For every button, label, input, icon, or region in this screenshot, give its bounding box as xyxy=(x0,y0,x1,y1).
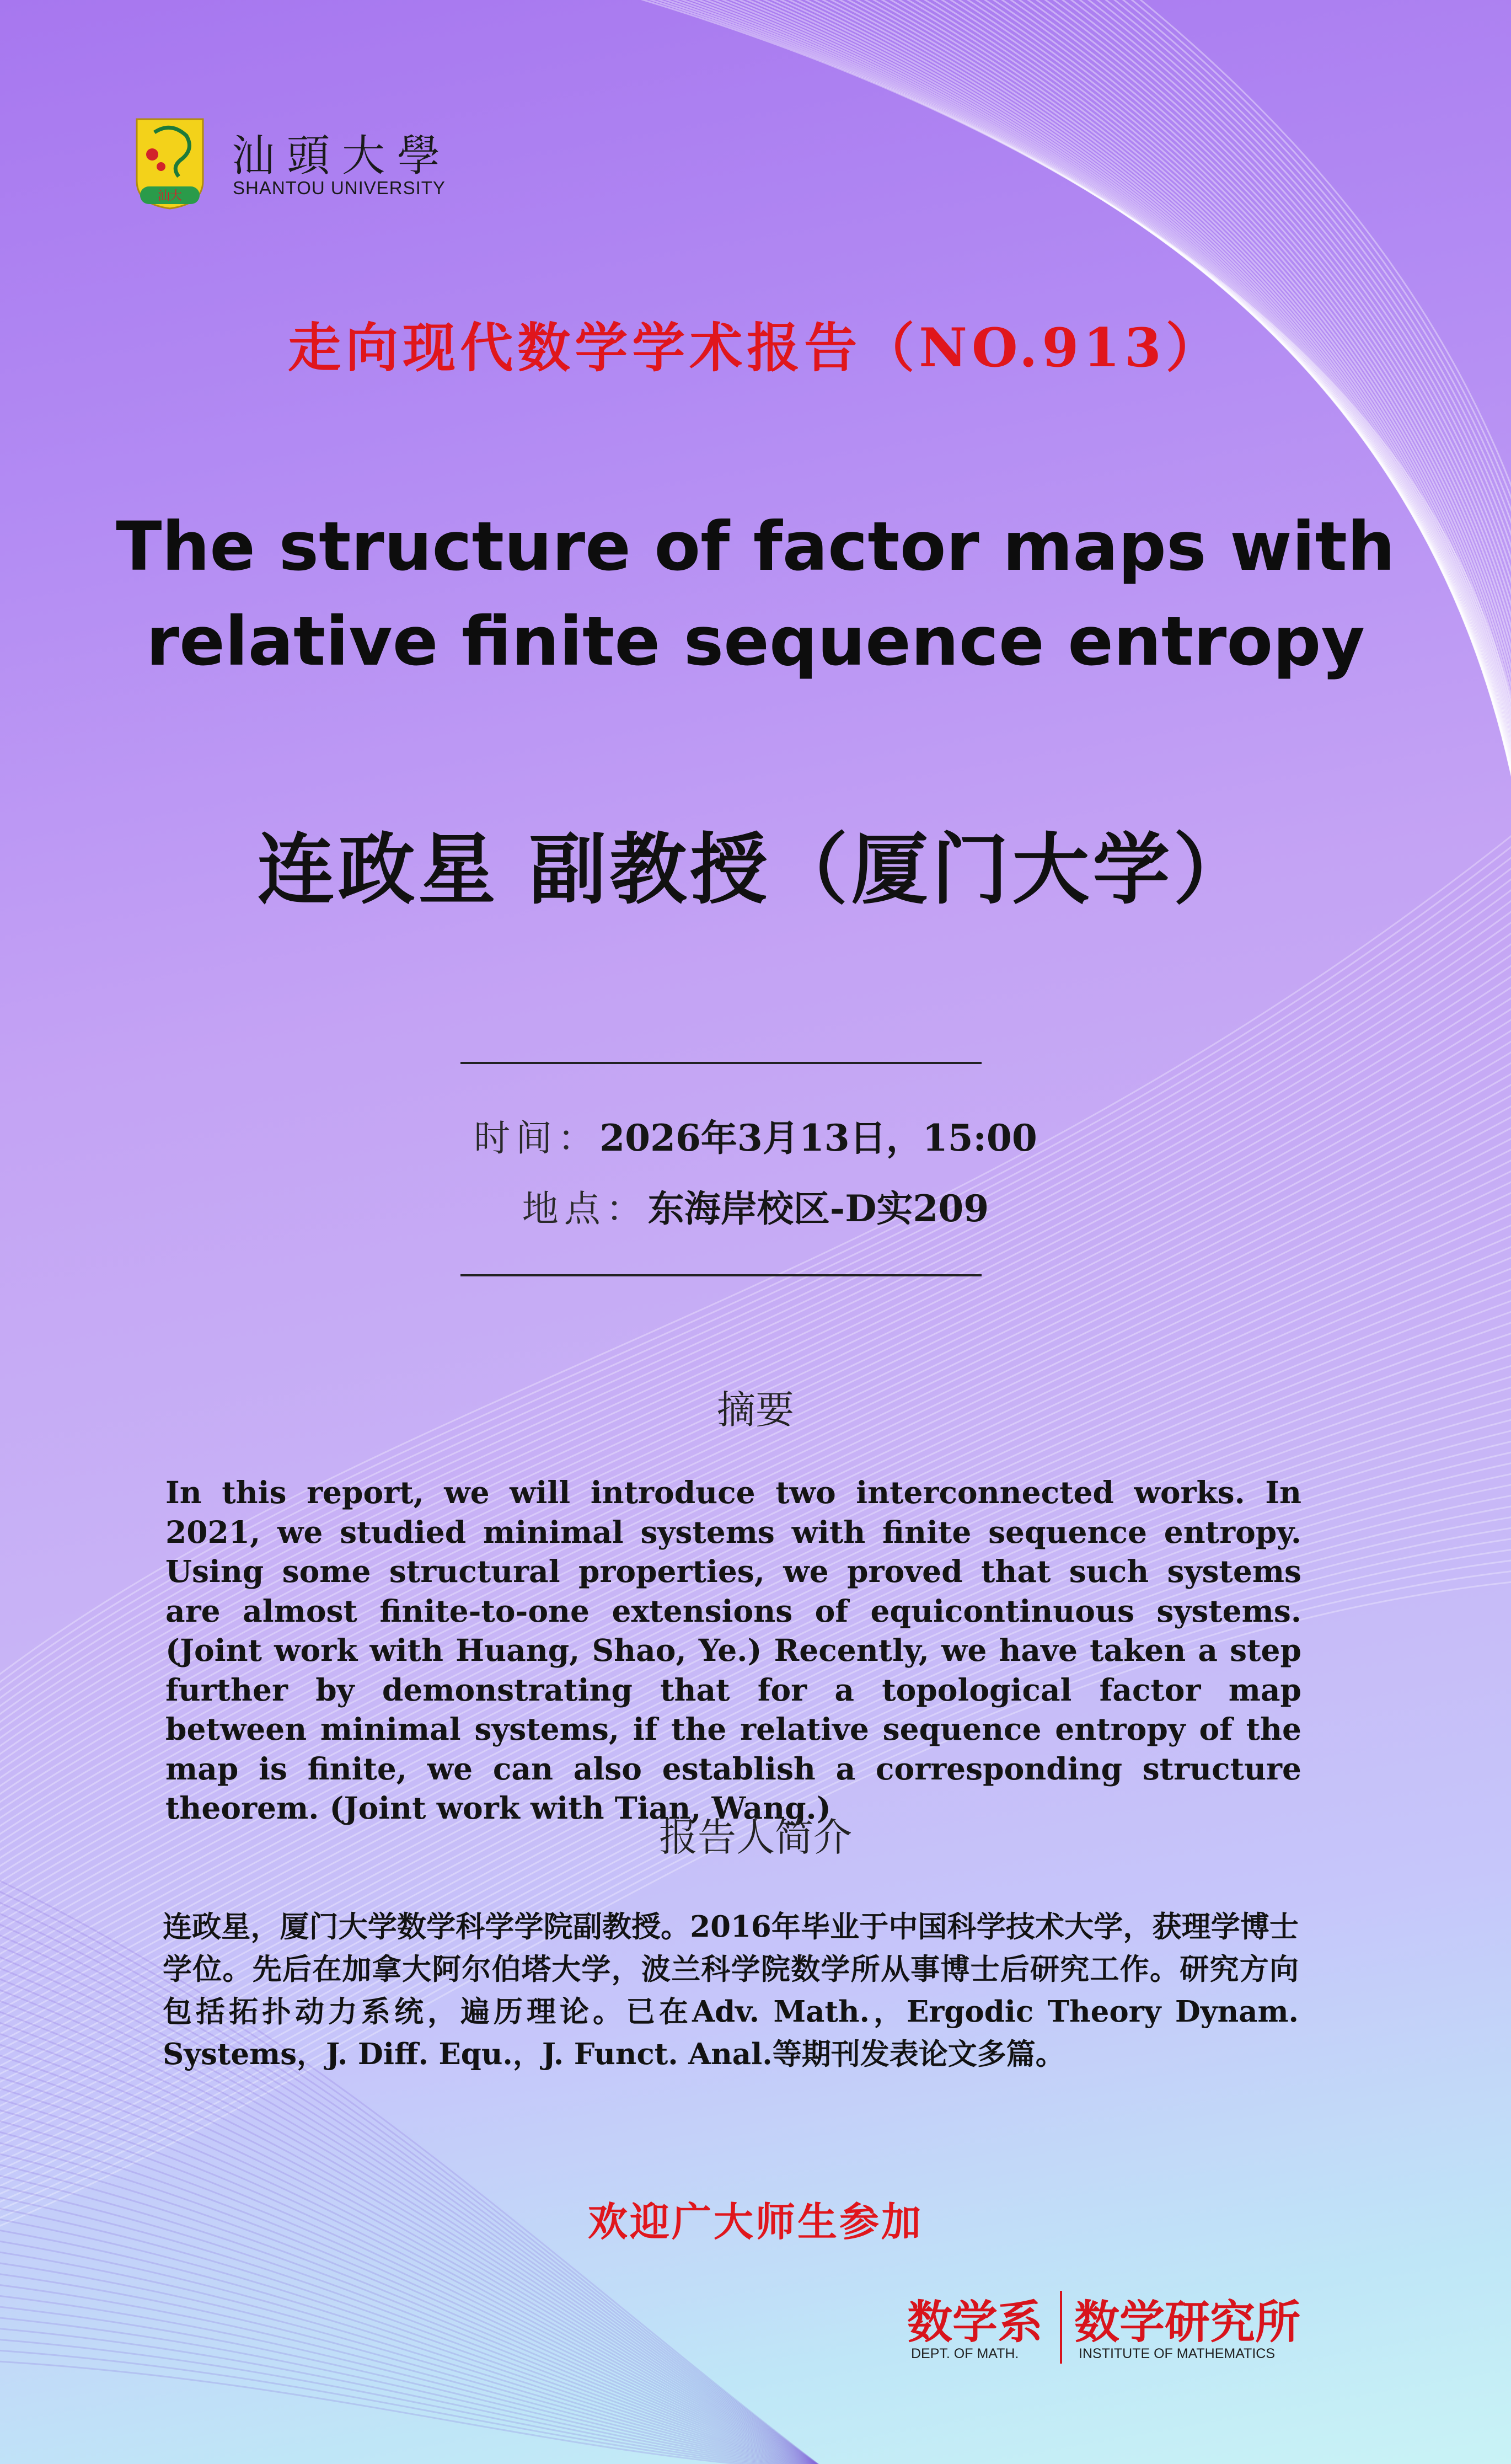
divider-top xyxy=(460,1062,982,1064)
institute-name-en: INSTITUTE OF MATHEMATICS xyxy=(1079,2346,1276,2361)
university-name-en: SHANTOU UNIVERSITY xyxy=(233,178,446,198)
divider-bottom xyxy=(460,1274,982,1276)
university-logo xyxy=(132,116,463,210)
university-name-cn: 汕頭大學 xyxy=(232,131,453,181)
dept-name-en: DEPT. OF MATH. xyxy=(911,2346,1019,2361)
institute-name-cn: 数学研究所 xyxy=(1074,2296,1301,2349)
crest-text: 汕大 xyxy=(157,189,183,203)
talk-title-line-2: relative finite sequence entropy xyxy=(146,602,1365,681)
time-value: 2026年3月13日，15:00 xyxy=(599,1116,1037,1159)
place-label: 地点： xyxy=(522,1188,648,1230)
university-crest-icon xyxy=(132,116,207,210)
abstract-text: In this report, we will introduce two interconnected works. In 2021, we studied minimal systems with finite sequence entropy. Using some structural properties, we proved that such systems are almost finite-to-one extensions of equicontinuous systems. (Joint work with Huang, Shao, Ye.) Recently, we have taken a step further by demonstrating that for a topological factor map between minimal systems, if the relative sequence entropy of the map is finite, we can also establish a corresponding structure theorem. (Joint work with Tian, Wang.) xyxy=(165,1474,1301,1826)
talk-title-line-1: The structure of factor maps with xyxy=(116,507,1395,586)
time-row xyxy=(0,1109,1511,1161)
time-label: 时间： xyxy=(474,1117,600,1159)
bio-text: 连政星，厦门大学数学科学学院副教授。2016年毕业于中国科学技术大学，获理学博士学位。先后在加拿大阿尔伯塔大学，波兰科学院数学所从事博士后研究工作。研究方向包括拓扑动力系统，遍历理论。已在Adv. Math.，Ergodic Theory Dynam. Systems，J. Diff. Equ.，J. Funct. Anal.等期刊发表论文多篇。 xyxy=(163,1910,1299,2071)
dept-divider xyxy=(1060,2291,1062,2364)
dept-name-cn: 数学系 xyxy=(907,2296,1043,2349)
series-title: 走向现代数学学术报告（NO.913） xyxy=(288,317,1223,379)
talk-title xyxy=(99,499,1412,689)
bio-heading: 报告人简介 xyxy=(659,1815,852,1860)
abstract-heading: 摘要 xyxy=(717,1387,794,1433)
place-value: 东海岸校区-D实209 xyxy=(647,1187,989,1230)
place-row xyxy=(0,1179,1511,1232)
department-logo xyxy=(904,2286,1324,2369)
speaker-name: 连政星 副教授（厦门大学） xyxy=(257,825,1254,915)
welcome-text: 欢迎广大师生参加 xyxy=(587,2198,923,2245)
